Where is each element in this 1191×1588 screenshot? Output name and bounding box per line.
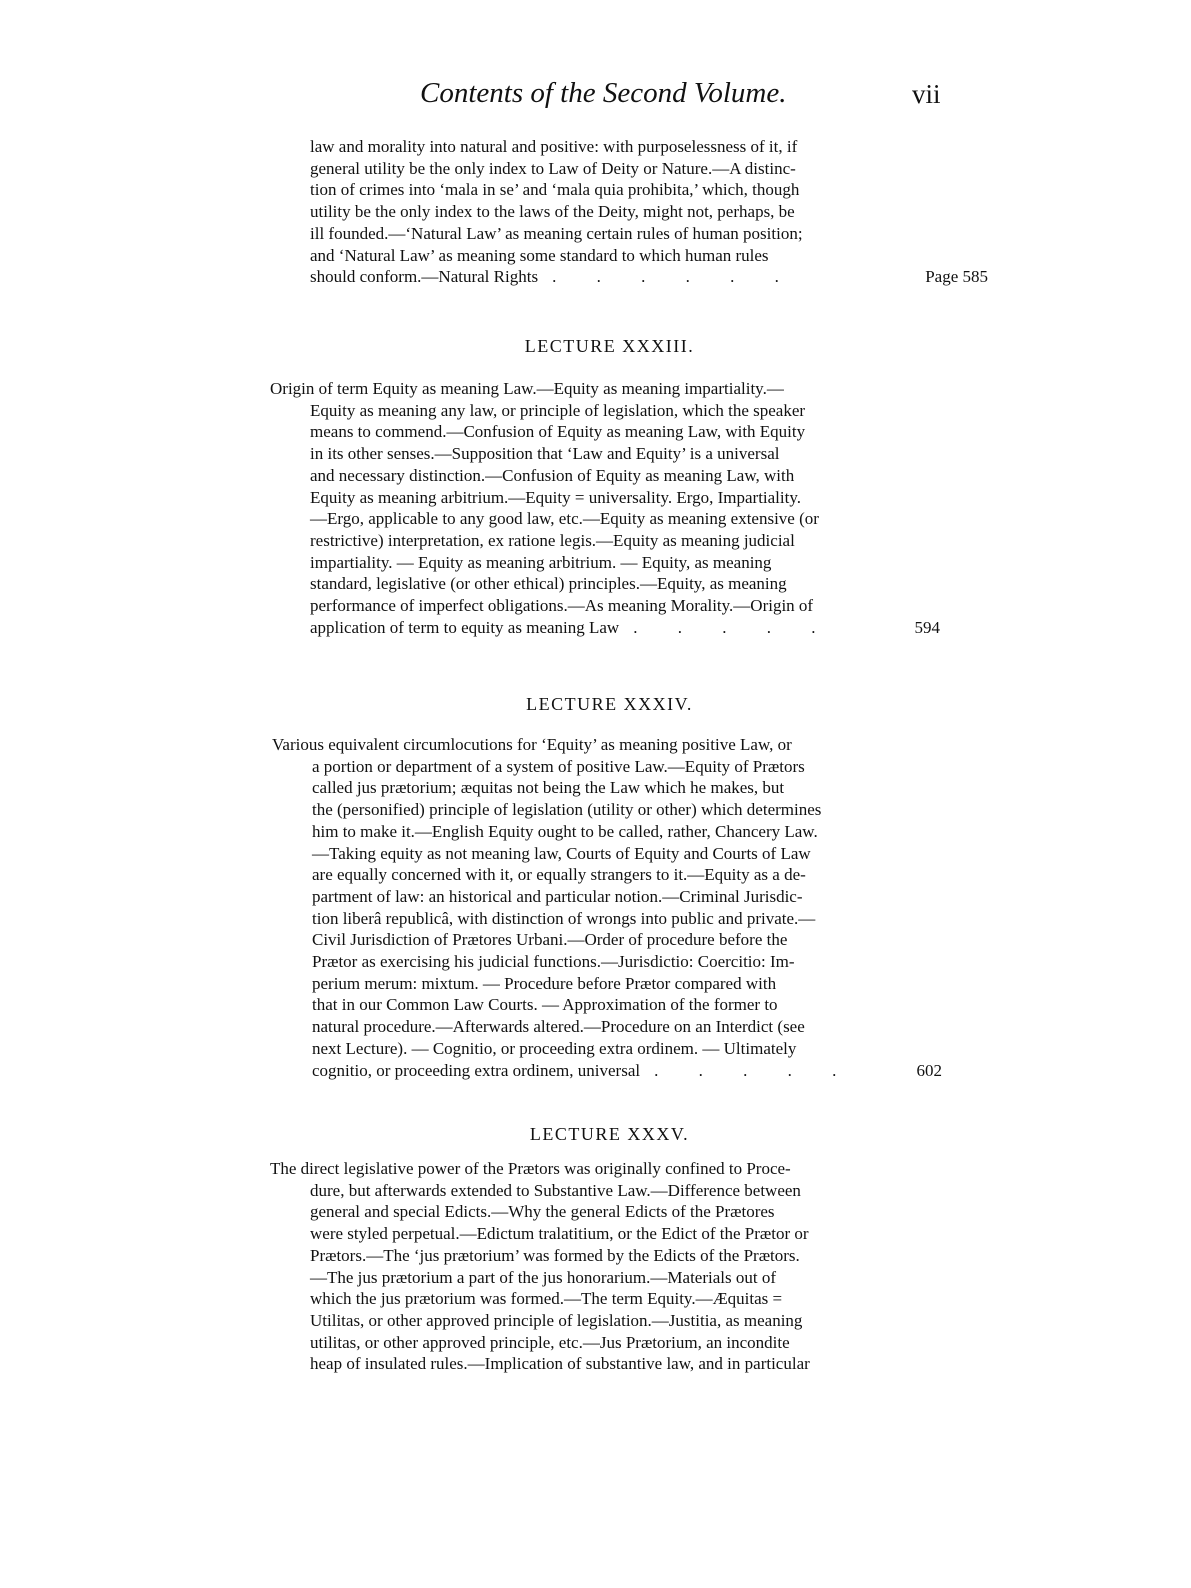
page-number: vii	[912, 79, 941, 109]
text-line: the (personified) principle of legislation (utility or other) which determines	[312, 800, 822, 820]
text-line: restrictive) interpretation, ex ratione legis.—Equity as meaning judicial	[310, 530, 795, 550]
text-line: Equity as meaning any law, or principle of legislation, which the speaker	[310, 400, 806, 420]
text-line: Civil Jurisdiction of Prætores Urbani.—Order of procedure before the	[312, 930, 788, 950]
text-line: dure, but afterwards extended to Substantive Law.—Difference between	[310, 1180, 801, 1200]
text-line: Equity as meaning arbitrium.—Equity = universality. Ergo, Impartiality.	[310, 487, 801, 507]
lecture-heading: LECTURE XXXIV.	[526, 694, 693, 714]
text-line: utility be the only index to the laws of the Deity, might not, perhaps, be	[310, 202, 795, 222]
lecture-summary	[270, 378, 942, 638]
lecture-summary	[272, 734, 942, 1081]
text-line: performance of imperfect obligations.—As meaning Morality.—Origin of	[310, 596, 814, 616]
text-line: partment of law: an historical and particular notion.—Criminal Jurisdic-	[312, 886, 803, 906]
lecture-heading: LECTURE XXXV.	[529, 1124, 690, 1144]
text-line: general utility be the only index to Law of Deity or Nature.—A distinc-	[310, 158, 796, 178]
page-reference: Page 585	[925, 267, 988, 287]
text-line: heap of insulated rules.—Implication of substantive law, and in particular	[310, 1354, 810, 1374]
text-line: impartiality. — Equity as meaning arbitrium. — Equity, as meaning	[310, 552, 772, 572]
text-line: which the jus prætorium was formed.—The term Equity.—Æquitas =	[310, 1289, 783, 1309]
text-line: in its other senses.—Supposition that ‘Law and Equity’ is a universal	[310, 444, 780, 464]
text-line: tion liberâ republicâ, with distinction of wrongs into public and private.—	[312, 908, 816, 928]
text-line: Prætors.—The ‘jus prætorium’ was formed by the Edicts of the Prætors.	[310, 1245, 800, 1265]
text-line: Various equivalent circumlocutions for ‘Equity’ as meaning positive Law, or	[272, 735, 792, 754]
lecture-heading: LECTURE XXXIII.	[524, 336, 695, 356]
text-line: —Ergo, applicable to any good law, etc.—Equity as meaning extensive (or	[310, 509, 819, 529]
text-line: a portion or department of a system of positive Law.—Equity of Prætors	[312, 756, 805, 776]
text-line: general and special Edicts.—Why the general Edicts of the Prætores	[310, 1202, 775, 1222]
leader-dots: . . . . . .	[552, 267, 797, 287]
text-line: law and morality into natural and positive: with purposelessness of it, if	[310, 137, 798, 156]
leader-dots: . . . . .	[633, 617, 834, 637]
running-header-title: Contents of the Second Volume.	[420, 77, 787, 109]
text-line: him to make it.—English Equity ought to be called, rather, Chancery Law.	[312, 821, 818, 841]
text-line: that in our Common Law Courts. — Approximation of the former to	[312, 995, 778, 1015]
leader-dots: . . . . .	[654, 1060, 855, 1080]
page-reference: 594	[914, 617, 940, 637]
last-line-text: cognitio, or proceeding extra ordinem, universal	[312, 1060, 641, 1080]
page-reference: 602	[916, 1060, 942, 1080]
text-line: called jus prætorium; æquitas not being the Law which he makes, but	[312, 778, 785, 798]
text-line: utilitas, or other approved principle, etc.—Jus Prætorium, an incondite	[310, 1332, 790, 1352]
text-line: perium merum: mixtum. — Procedure before Prætor compared with	[312, 973, 777, 993]
last-line-text: application of term to equity as meaning Law	[310, 617, 620, 637]
text-line: Origin of term Equity as meaning Law.—Equity as meaning impartiality.—	[270, 379, 784, 398]
text-line: natural procedure.—Afterwards altered.—Procedure on an Interdict (see	[312, 1017, 805, 1037]
text-line: ill founded.—‘Natural Law’ as meaning certain rules of human position;	[310, 223, 803, 243]
lecture-summary	[270, 1158, 942, 1375]
text-line: Utilitas, or other approved principle of legislation.—Justitia, as meaning	[310, 1310, 803, 1330]
text-line: and ‘Natural Law’ as meaning some standard to which human rules	[310, 245, 769, 265]
text-line: —Taking equity as not meaning law, Courts of Equity and Courts of Law	[312, 843, 811, 863]
text-line: Prætor as exercising his judicial functions.—Jurisdictio: Coercitio: Im-	[312, 952, 795, 972]
text-line: and necessary distinction.—Confusion of Equity as meaning Law, with	[310, 465, 795, 485]
text-line-last	[310, 266, 988, 288]
text-line: were styled perpetual.—Edictum tralatitium, or the Edict of the Prætor or	[310, 1224, 809, 1244]
text-line: means to commend.—Confusion of Equity as meaning Law, with Equity	[310, 422, 806, 442]
last-line-text: should conform.—Natural Rights	[310, 267, 539, 287]
text-line: —The jus prætorium a part of the jus honorarium.—Materials out of	[310, 1267, 776, 1287]
text-line: are equally concerned with it, or equally strangers to it.—Equity as a de-	[312, 865, 806, 885]
text-line: The direct legislative power of the Prætors was originally confined to Proce-	[270, 1159, 791, 1178]
text-line: standard, legislative (or other ethical) principles.—Equity, as meaning	[310, 574, 787, 594]
text-line-last	[272, 1060, 942, 1082]
text-line: next Lecture). — Cognitio, or proceeding extra ordinem. — Ultimately	[312, 1038, 797, 1058]
continuation-entry	[310, 136, 988, 288]
text-line: tion of crimes into ‘mala in se’ and ‘mala quia prohibita,’ which, though	[310, 180, 800, 200]
text-line-last	[270, 617, 942, 639]
